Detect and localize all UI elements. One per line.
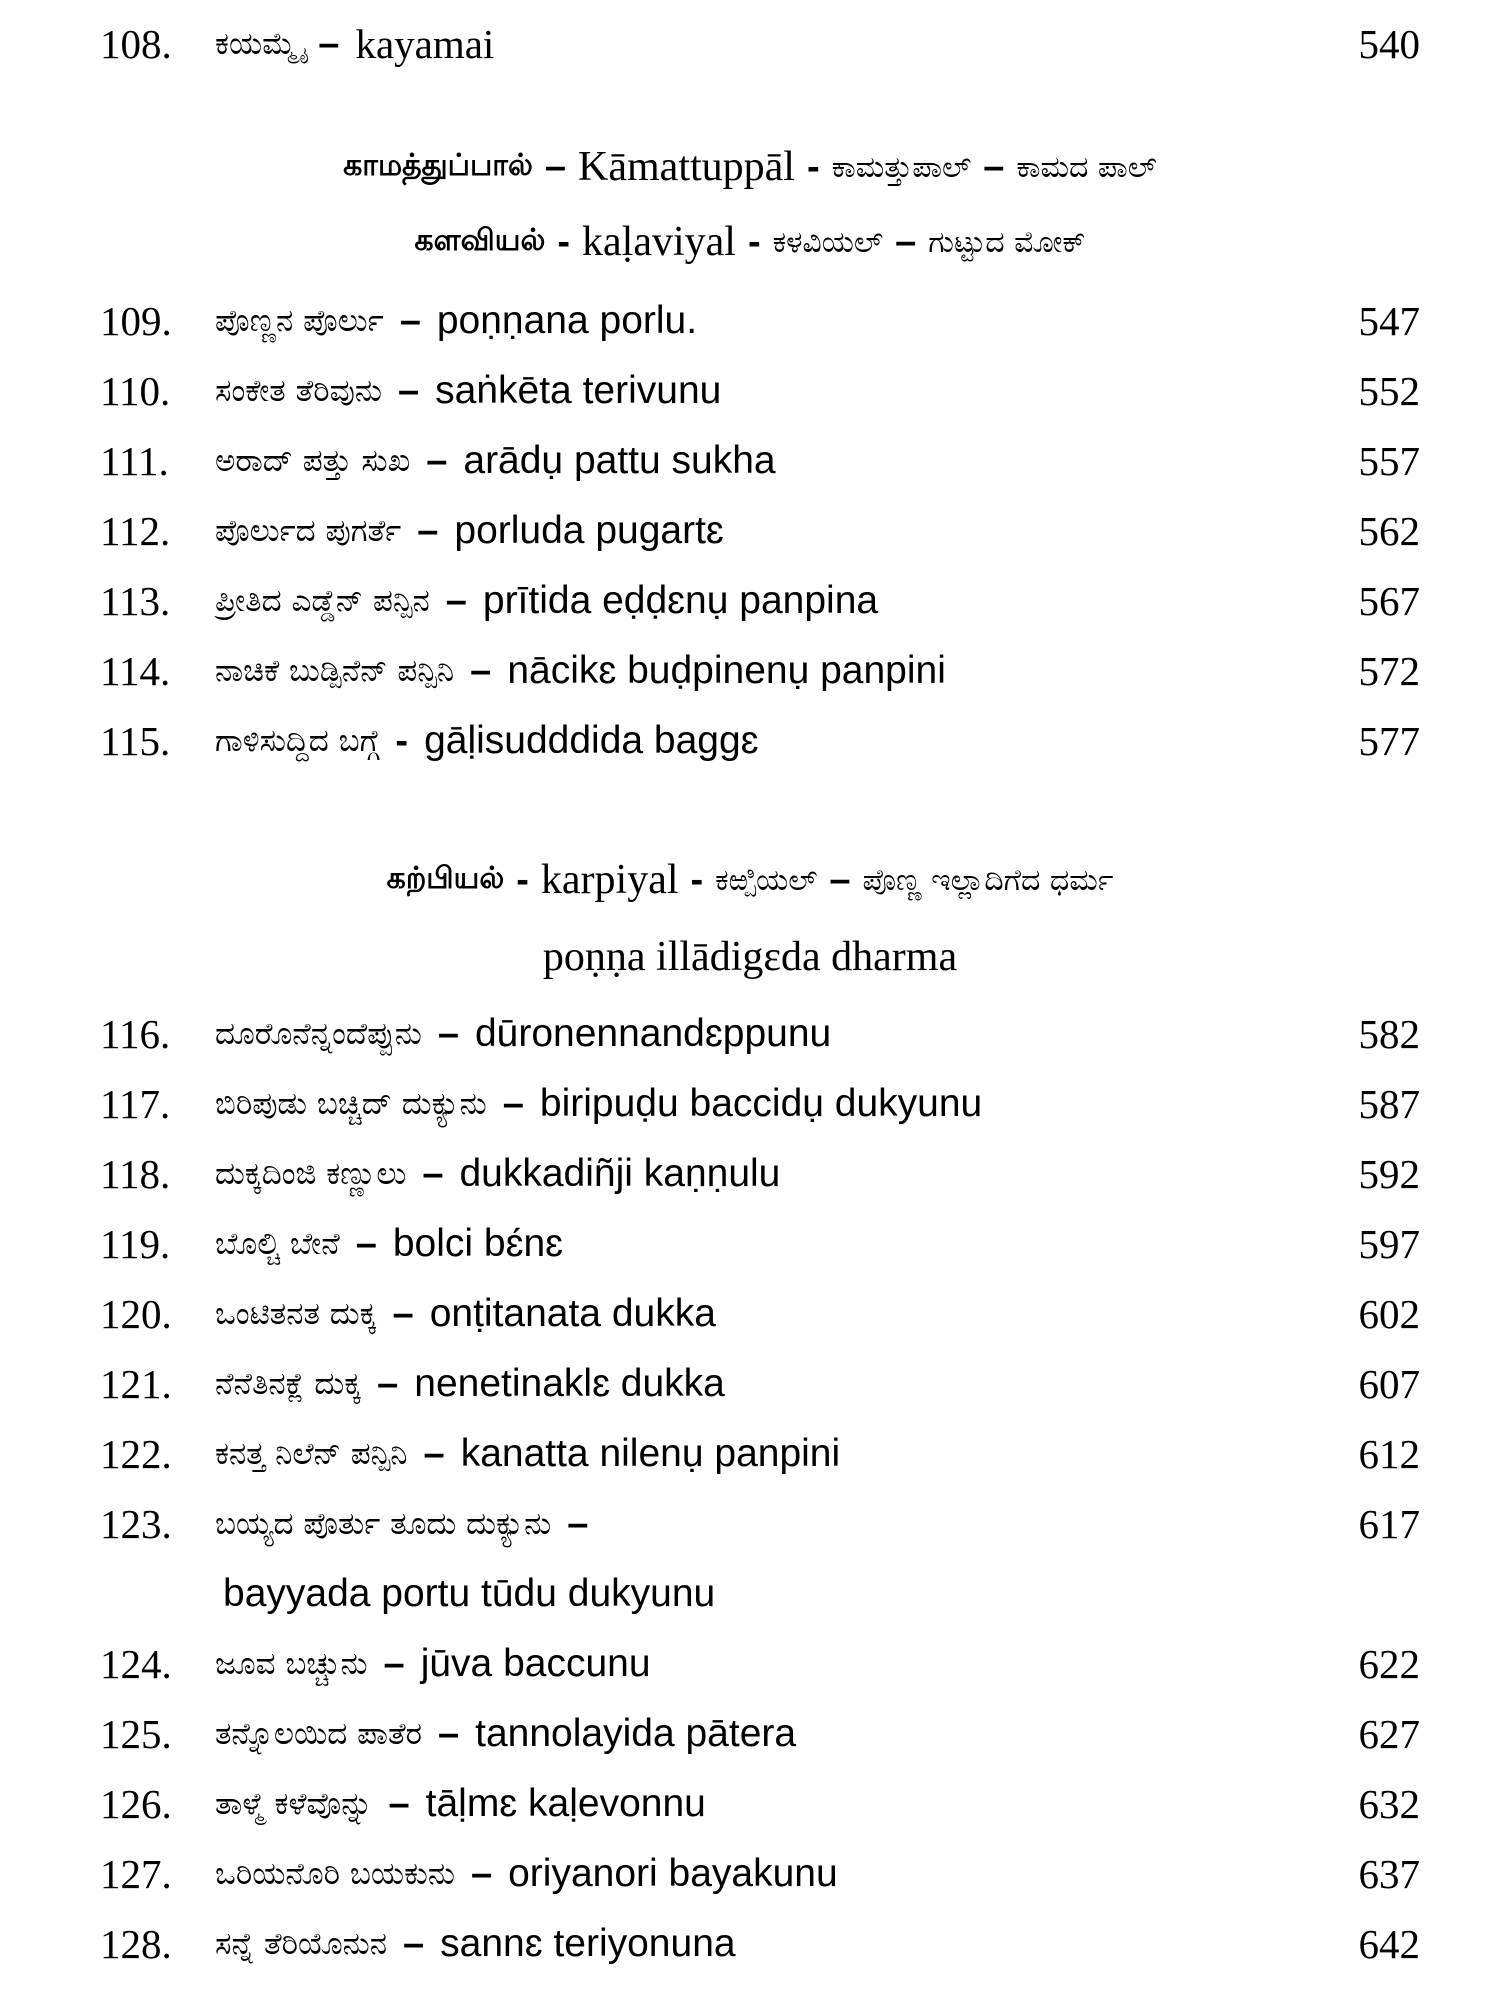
subsection-heading xyxy=(0,210,1500,274)
entry-page: 567 xyxy=(1358,578,1420,624)
entry-continuation: bayyada portu tūdu dukyunu xyxy=(223,1572,716,1615)
toc-entry xyxy=(100,1283,1420,1345)
entry-dash: – xyxy=(399,299,421,342)
entry-dash: – xyxy=(383,1642,405,1685)
entry-kannada: ದೂರೊನೆನ್ನಂದೆಪ್ಪುನು xyxy=(215,1015,422,1052)
entry-dash: – xyxy=(426,439,448,482)
entry-transliteration: dūronennandɛppunu xyxy=(474,1012,832,1055)
entry-number: 114. xyxy=(100,648,171,694)
entry-page: 592 xyxy=(1358,1151,1420,1197)
entry-number: 119. xyxy=(100,1221,171,1267)
entry-page: 632 xyxy=(1358,1781,1420,1827)
entry-number: 127. xyxy=(100,1851,172,1897)
toc-entry xyxy=(100,13,1420,75)
entry-number: 113. xyxy=(100,578,171,624)
entry-transliteration: biripuḍu baccidụ dukyunu xyxy=(539,1082,983,1125)
entry-page: 572 xyxy=(1358,648,1420,694)
entry-transliteration: kayamai xyxy=(355,21,495,67)
entry-transliteration: sannɛ teriyonuna xyxy=(440,1922,736,1965)
entry-dash: – xyxy=(438,1712,460,1755)
entry-dash: – xyxy=(417,509,439,552)
entry-kannada: ಕನತ್ತ ನಿಲೆನ್ ಪನ್ಪಿನಿ xyxy=(215,1435,408,1472)
entry-dash: – xyxy=(567,1502,589,1545)
toc-entry xyxy=(100,570,1420,632)
entry-kannada: ಪ್ರೀತಿದ ಎಡ್ಡೆನ್ ಪನ್ಪಿನ xyxy=(215,582,430,619)
entry-kannada: ನೆನೆತಿನಕ್ಲೆ ದುಕ್ಕ xyxy=(215,1365,362,1402)
entry-kannada: ಬೊಲ್ಚಿ ಬೇನೆ xyxy=(215,1225,340,1262)
entry-page: 547 xyxy=(1358,298,1420,344)
entry-number: 110. xyxy=(100,368,171,414)
subsection-heading xyxy=(0,848,1500,912)
entry-dash: – xyxy=(423,1432,445,1475)
entry-page: 622 xyxy=(1358,1641,1420,1687)
entry-page: 642 xyxy=(1358,1921,1420,1967)
entry-page: 540 xyxy=(1358,21,1420,67)
toc-entry xyxy=(100,430,1420,492)
entry-number: 125. xyxy=(100,1711,172,1757)
entry-dash: - xyxy=(395,719,409,762)
entry-page: 582 xyxy=(1358,1011,1420,1057)
subsection-sep: - xyxy=(690,858,704,901)
toc-entry xyxy=(100,290,1420,352)
subsection-kannada: ಗುಟ್ಟುದ ಮೋಕ್ xyxy=(928,224,1086,260)
entry-number: 123. xyxy=(100,1501,172,1547)
entry-dash: – xyxy=(398,369,420,412)
entry-dash: – xyxy=(392,1292,414,1335)
entry-transliteration: gāḷisudddida baggɛ xyxy=(424,719,759,762)
toc-entry xyxy=(100,1703,1420,1765)
subsection-kannada-script-tamil: ಕಳವಿಯಲ್ xyxy=(772,224,884,260)
toc-entry xyxy=(100,640,1420,702)
entry-kannada: ಸಂಕೇತ ತೆರಿವುನು xyxy=(215,372,382,409)
entry-transliteration: nācikɛ buḍpinenụ panpini xyxy=(507,649,946,692)
entry-number: 112. xyxy=(100,508,171,554)
section-tamil: காமத்துப்பால் xyxy=(343,147,533,183)
toc-entry xyxy=(100,1423,1420,1485)
subsection-sep: - xyxy=(557,220,571,263)
entry-number: 128. xyxy=(100,1921,172,1967)
entry-dash: – xyxy=(318,22,340,65)
entry-transliteration: dukkadiñji kaṇṇulu xyxy=(459,1152,781,1195)
entry-kannada: ಒರಿಯನೊರಿ ಬಯಕುನು xyxy=(215,1855,455,1892)
entry-number: 109. xyxy=(100,298,172,344)
entry-dash: – xyxy=(377,1362,399,1405)
entry-number: 117. xyxy=(100,1081,171,1127)
entry-number: 121. xyxy=(100,1361,172,1407)
section-latin: Kāmattuppāl xyxy=(578,144,795,190)
toc-entry xyxy=(100,1353,1420,1415)
entry-page: 602 xyxy=(1358,1291,1420,1337)
entry-transliteration: kanatta nilenụ panpini xyxy=(460,1432,841,1475)
entry-number: 116. xyxy=(100,1011,171,1057)
entry-page: 557 xyxy=(1358,438,1420,484)
entry-page: 562 xyxy=(1358,508,1420,554)
toc-entry xyxy=(100,360,1420,422)
entry-kannada: ಕಯಮ್ಮೈ xyxy=(215,25,303,62)
entry-transliteration: porluda pugartɛ xyxy=(454,509,724,552)
entry-dash: – xyxy=(355,1222,377,1265)
entry-kannada: ಗಾಳಿಸುದ್ದಿದ ಬಗ್ಗೆ xyxy=(215,722,380,759)
entry-dash: – xyxy=(403,1922,425,1965)
subsection-sep: - xyxy=(516,858,529,901)
entry-kannada: ಪೊರ್ಲುದ ಪುಗರ್ತೆ xyxy=(215,512,402,549)
subsection-sep: – xyxy=(829,858,851,901)
entry-transliteration: onṭitanata dukka xyxy=(429,1292,716,1335)
entry-page: 587 xyxy=(1358,1081,1420,1127)
toc-entry xyxy=(100,1843,1420,1905)
entry-kannada: ಜೂವ ಬಚ್ಚುನು xyxy=(215,1645,368,1682)
entry-kannada: ತಾಳ್ಮೆ ಕಳೆವೊನ್ನು xyxy=(215,1785,373,1822)
entry-number: 122. xyxy=(100,1431,172,1477)
entry-page: 617 xyxy=(1358,1501,1420,1547)
entry-page: 627 xyxy=(1358,1711,1420,1757)
entry-transliteration: poṇṇana porlu. xyxy=(436,299,698,342)
section-sep: – xyxy=(983,145,1005,188)
entry-kannada: ನಾಚಿಕೆ ಬುಡ್ಪಿನೆನ್ ಪನ್ಪಿನಿ xyxy=(215,652,455,689)
toc-entry xyxy=(100,1143,1420,1205)
toc-entry xyxy=(100,1633,1420,1695)
entry-page: 607 xyxy=(1358,1361,1420,1407)
entry-dash: – xyxy=(502,1082,524,1125)
toc-entry xyxy=(100,1003,1420,1065)
subsection-tamil: கற்பியல் xyxy=(386,860,505,896)
subsection-kannada: ಪೊಣ್ಣ ಇಲ್ಲಾದಿಗೆದ ಧರ್ಮ xyxy=(862,862,1114,898)
subsection-latin: kaḷaviyal xyxy=(582,219,736,265)
toc-entry xyxy=(100,1913,1420,1975)
section-kannada-script-tamil: ಕಾಮತ್ತುಪಾಲ್ xyxy=(831,149,972,185)
section-kannada: ಕಾಮದ ಪಾಲ್ xyxy=(1016,149,1157,185)
entry-dash: – xyxy=(437,1012,459,1055)
toc-entry xyxy=(100,1773,1420,1835)
subsection-translit-line: poṇṇa illādigɛda dharma xyxy=(542,934,958,980)
section-sep: - xyxy=(806,145,820,188)
entry-number: 120. xyxy=(100,1291,172,1337)
entry-transliteration: jūva baccunu xyxy=(420,1642,651,1685)
subsection-heading-line2 xyxy=(0,925,1500,989)
entry-transliteration: prītida eḍḍɛnụ panpina xyxy=(482,579,879,622)
entry-kannada: ಬಿರಿಪುಡು ಬಚ್ಚಿದ್ ದುಕ್ಯುನು xyxy=(215,1085,487,1122)
entry-dash: – xyxy=(388,1782,410,1825)
entry-page: 577 xyxy=(1358,718,1420,764)
toc-entry xyxy=(100,710,1420,772)
section-sep: – xyxy=(544,145,567,188)
entry-dash: – xyxy=(470,649,492,692)
entry-kannada: ಅರಾದ್ ಪತ್ತು ಸುಖ xyxy=(215,442,411,479)
entry-kannada: ಬಯ್ಯದ ಪೊರ್ತು ತೂದು ದುಕ್ಯುನು xyxy=(215,1505,552,1542)
entry-number: 108. xyxy=(100,21,172,67)
subsection-sep: - xyxy=(747,220,761,263)
entry-kannada: ಸನ್ನೆ ತೆರಿಯೊನುನ xyxy=(215,1925,388,1962)
entry-number: 111. xyxy=(100,438,169,484)
subsection-latin: karpiyal xyxy=(540,857,679,903)
entry-transliteration: saṅkēta terivunu xyxy=(435,369,722,412)
entry-page: 637 xyxy=(1358,1851,1420,1897)
entry-page: 612 xyxy=(1358,1431,1420,1477)
entry-page: 597 xyxy=(1358,1221,1420,1267)
entry-dash: – xyxy=(422,1152,444,1195)
entry-dash: – xyxy=(470,1852,493,1895)
toc-entry xyxy=(100,500,1420,562)
entry-dash: – xyxy=(445,579,467,622)
entry-transliteration: tannolayida pātera xyxy=(475,1712,797,1755)
toc-entry xyxy=(100,1493,1420,1555)
subsection-kannada-script-tamil: ಕಱ್ಪಿಯಲ್ xyxy=(715,862,818,898)
entry-number: 115. xyxy=(100,718,171,764)
section-heading xyxy=(0,135,1500,199)
toc-entry xyxy=(100,1073,1420,1135)
entry-page: 552 xyxy=(1358,368,1420,414)
entry-number: 126. xyxy=(100,1781,172,1827)
toc-entry xyxy=(100,1213,1420,1275)
entry-transliteration: tāḷmɛ kaḷevonnu xyxy=(425,1782,706,1825)
subsection-sep: – xyxy=(895,220,917,263)
entry-kannada: ತನ್ನೊಲಯಿದ ಪಾತೆರ xyxy=(215,1715,423,1752)
entry-transliteration: oriyanori bayakunu xyxy=(508,1852,838,1895)
entry-transliteration: bolci bɛ́nɛ xyxy=(392,1222,564,1265)
entry-number: 124. xyxy=(100,1641,172,1687)
entry-transliteration: nenetinaklɛ dukka xyxy=(414,1362,725,1405)
entry-kannada: ಒಂಟಿತನತ ದುಕ್ಕ xyxy=(215,1295,377,1332)
entry-kannada: ದುಕ್ಕದಿಂಜಿ ಕಣ್ಣುಲು xyxy=(215,1155,407,1192)
subsection-tamil: களவியல் xyxy=(414,222,546,258)
entry-number: 118. xyxy=(100,1151,171,1197)
entry-kannada: ಪೊಣ್ಣನ ಪೊರ್ಲು xyxy=(215,302,384,339)
entry-transliteration: arādụ pattu sukha xyxy=(463,439,776,482)
